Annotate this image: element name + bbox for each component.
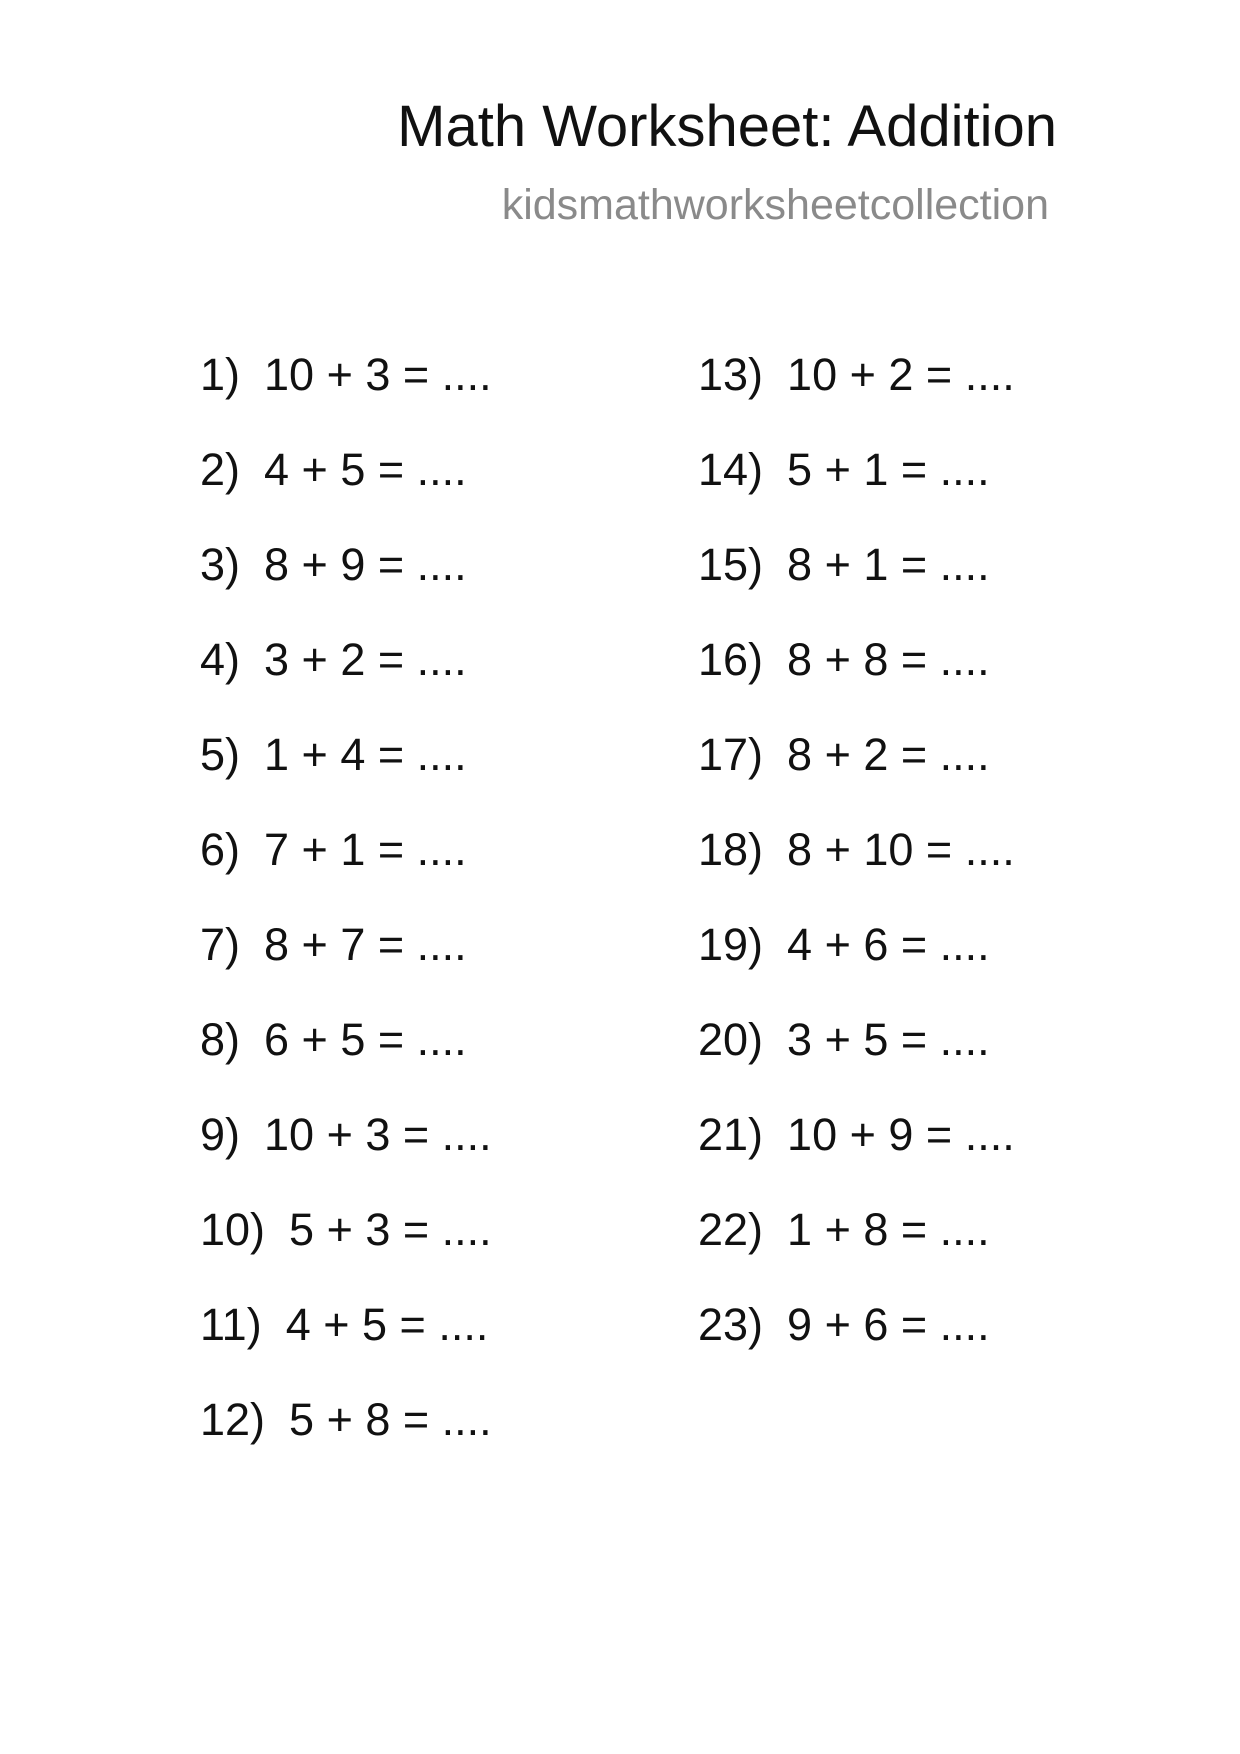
- problem-column-left: [200, 349, 492, 1492]
- problem-number: 3): [200, 539, 241, 590]
- problem-expression: 7 + 1 = ....: [264, 824, 467, 875]
- problem-item: [200, 824, 492, 922]
- problem-item: [200, 634, 492, 732]
- problem-expression: 6 + 5 = ....: [264, 1014, 467, 1065]
- problem-expression: 10 + 3 = ....: [264, 349, 492, 400]
- problem-item: [200, 1014, 492, 1112]
- problem-number: 23): [698, 1299, 764, 1350]
- problem-number: 1): [200, 349, 241, 400]
- problem-expression: 10 + 2 = ....: [787, 349, 1015, 400]
- problem-item: [698, 824, 1015, 922]
- problem-item: [698, 1109, 1015, 1207]
- problem-number: 15): [698, 539, 764, 590]
- problem-expression: 8 + 1 = ....: [787, 539, 990, 590]
- problem-number: 22): [698, 1204, 764, 1255]
- problem-item: [200, 539, 492, 637]
- problem-item: [200, 1299, 492, 1397]
- problem-number: 6): [200, 824, 241, 875]
- problem-expression: 8 + 9 = ....: [264, 539, 467, 590]
- problem-expression: 1 + 8 = ....: [787, 1204, 990, 1255]
- problem-expression: 5 + 3 = ....: [289, 1204, 492, 1255]
- problem-number: 16): [698, 634, 764, 685]
- problem-expression: 4 + 5 = ....: [264, 444, 467, 495]
- page-title: Math Worksheet: Addition: [397, 94, 1057, 159]
- problem-number: 7): [200, 919, 241, 970]
- problem-item: [698, 634, 1015, 732]
- page-subtitle: kidsmathworksheetcollection: [501, 181, 1049, 229]
- problem-number: 20): [698, 1014, 764, 1065]
- problem-item: [200, 444, 492, 542]
- problem-expression: 4 + 6 = ....: [787, 919, 990, 970]
- problem-item: [200, 1109, 492, 1207]
- problem-item: [200, 919, 492, 1017]
- problem-item: [698, 539, 1015, 637]
- problem-item: [698, 1299, 1015, 1397]
- problem-expression: 8 + 10 = ....: [787, 824, 1015, 875]
- problem-number: 12): [200, 1394, 266, 1445]
- problem-expression: 3 + 2 = ....: [264, 634, 467, 685]
- problem-column-right: [698, 349, 1015, 1397]
- problem-expression: 9 + 6 = ....: [787, 1299, 990, 1350]
- problem-number: 19): [698, 919, 764, 970]
- problem-expression: 3 + 5 = ....: [787, 1014, 990, 1065]
- problem-expression: 4 + 5 = ....: [285, 1299, 489, 1350]
- problem-expression: 5 + 1 = ....: [787, 444, 990, 495]
- problem-expression: 5 + 8 = ....: [289, 1394, 492, 1445]
- problem-item: [698, 729, 1015, 827]
- problem-expression: 1 + 4 = ....: [264, 729, 467, 780]
- problem-number: 5): [200, 729, 241, 780]
- problem-expression: 8 + 7 = ....: [264, 919, 467, 970]
- problem-expression: 8 + 8 = ....: [787, 634, 990, 685]
- problem-item: [200, 1394, 492, 1492]
- problem-expression: 8 + 2 = ....: [787, 729, 990, 780]
- problem-number: 17): [698, 729, 764, 780]
- problem-number: 11): [200, 1299, 262, 1350]
- problem-item: [698, 444, 1015, 542]
- problem-expression: 10 + 3 = ....: [264, 1109, 492, 1160]
- problem-item: [200, 729, 492, 827]
- problem-number: 2): [200, 444, 241, 495]
- problem-item: [698, 919, 1015, 1017]
- problem-number: 9): [200, 1109, 241, 1160]
- problem-number: 13): [698, 349, 764, 400]
- problem-number: 21): [698, 1109, 764, 1160]
- problem-number: 8): [200, 1014, 241, 1065]
- problem-item: [698, 1204, 1015, 1302]
- problem-number: 10): [200, 1204, 266, 1255]
- problem-item: [200, 1204, 492, 1302]
- problem-item: [698, 1014, 1015, 1112]
- problem-number: 18): [698, 824, 764, 875]
- problem-number: 14): [698, 444, 764, 495]
- problem-number: 4): [200, 634, 241, 685]
- problem-item: [200, 349, 492, 447]
- problem-expression: 10 + 9 = ....: [787, 1109, 1015, 1160]
- problem-item: [698, 349, 1015, 447]
